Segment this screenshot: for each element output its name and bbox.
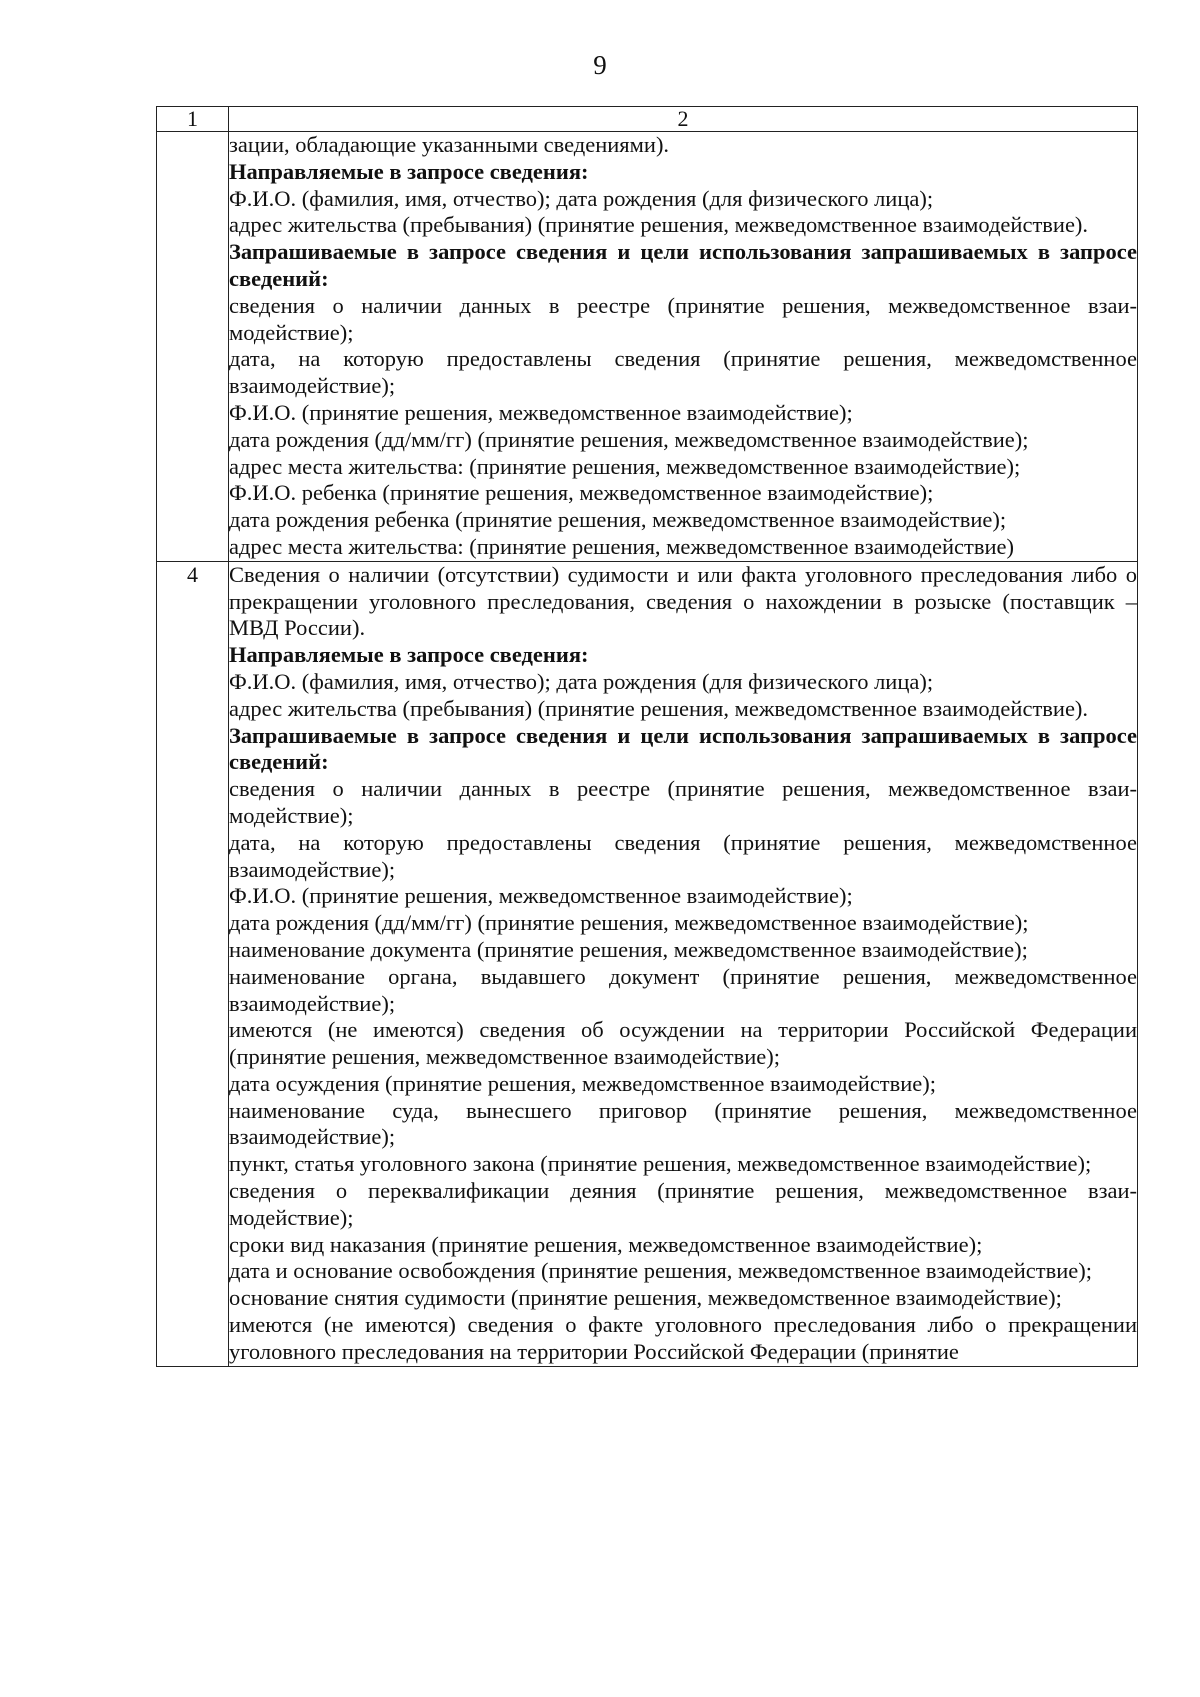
paragraph: дата рождения ребенка (принятие решения, межведомственное взаимодействие);	[229, 507, 1007, 533]
document-table	[156, 106, 1138, 1367]
row-number-cell: 4	[157, 561, 229, 1366]
paragraph: Ф.И.О. (принятие решения, межведомственное взаимодействие);	[229, 399, 853, 425]
paragraph: дата рождения (дд/мм/гг) (принятие решения, межведомственное взаимодействие);	[229, 426, 1029, 452]
paragraph: дата и основание освобождения (принятие решения, межведомственное взаимодействие);	[229, 1258, 1092, 1284]
paragraph: имеются (не имеются) сведения о факте уголовного преследования либо о прекращении уголовного преследования на территории Российской Федерации (принятие	[229, 1312, 1137, 1364]
paragraph: адрес места жительства: (принятие решения, межведомственное взаимодействие)	[229, 533, 1014, 559]
table-header-row	[157, 107, 1138, 132]
paragraph: сведения о переквалификации деяния (принятие решения, межведомственное взаимодействие);	[229, 1178, 1137, 1230]
paragraph: основание снятия судимости (принятие решения, межведомственное взаимодействие);	[229, 1285, 1062, 1311]
row-content-cell	[229, 132, 1138, 562]
paragraph: Ф.И.О. (фамилия, имя, отчество); дата рождения (для физического лица);	[229, 668, 934, 694]
paragraph: Ф.И.О. (фамилия, имя, отчество); дата рождения (для физического лица);	[229, 185, 934, 211]
paragraph: дата, на которую предоставлены сведения (принятие решения, межведомственное взаимодействие);	[229, 346, 1137, 399]
paragraph: адрес жительства (пребывания) (принятие решения, межведомственное взаимодействие).	[229, 695, 1089, 721]
paragraph: Ф.И.О. ребенка (принятие решения, межведомственное взаимодействие);	[229, 480, 934, 506]
section-heading: Направляемые в запросе сведения:	[229, 642, 589, 668]
paragraph: адрес жительства (пребывания) (принятие решения, межведомственное взаимодействие).	[229, 212, 1089, 238]
paragraph: Сведения о наличии (отсутствии) судимости и или факта уголовного преследования либо о прекращении уголовного преследования, сведения о нахождении в розыске (поставщик – МВД России).	[229, 561, 1137, 641]
paragraph: пункт, статья уголовного закона (принятие решения, межведомственное взаимодействие);	[229, 1151, 1092, 1177]
paragraph: Ф.И.О. (принятие решения, межведомственное взаимодействие);	[229, 883, 853, 909]
section-heading: Запрашиваемые в запросе сведения и цели использования запрашиваемых в запросе сведений:	[229, 722, 1137, 775]
table-row	[157, 561, 1138, 1366]
row-content-cell	[229, 561, 1138, 1366]
row-number-cell	[157, 132, 229, 562]
paragraph: дата, на которую предоставлены сведения (принятие решения, межведомственное взаимодействие);	[229, 829, 1137, 882]
section-heading: Запрашиваемые в запросе сведения и цели использования запрашиваемых в запросе сведений:	[229, 239, 1137, 291]
paragraph: сведения о наличии данных в реестре (принятие решения, межведомственное взаимодействие);	[229, 292, 1137, 345]
paragraph: сроки вид наказания (принятие решения, межведомственное взаимодействие);	[229, 1231, 983, 1257]
paragraph: зации, обладающие указанными сведениями).	[229, 132, 670, 157]
table-row	[157, 132, 1138, 562]
header-cell-col1: 1	[157, 107, 229, 132]
paragraph: дата рождения (дд/мм/гг) (принятие решения, межведомственное взаимодействие);	[229, 910, 1029, 936]
header-cell-col2: 2	[229, 107, 1138, 132]
paragraph: наименование органа, выдавшего документ (принятие решения, межведомственное взаимодействие);	[229, 963, 1137, 1016]
paragraph: имеются (не имеются) сведения об осуждении на территории Российской Федерации (принятие решения, межведомственное взаимодействие);	[229, 1017, 1137, 1070]
paragraph: сведения о наличии данных в реестре (принятие решения, межведомственное взаимодействие);	[229, 776, 1137, 828]
paragraph: дата осуждения (принятие решения, межведомственное взаимодействие);	[229, 1070, 937, 1096]
paragraph: наименование суда, вынесшего приговор (принятие решения, межведомственное взаимодействие);	[229, 1097, 1137, 1150]
table-body	[157, 107, 1138, 1367]
page-number: 9	[593, 50, 607, 80]
paragraph: адрес места жительства: (принятие решения, межведомственное взаимодействие);	[229, 453, 1021, 479]
paragraph: наименование документа (принятие решения, межведомственное взаимодействие);	[229, 936, 1028, 962]
section-heading: Направляемые в запросе сведения:	[229, 158, 589, 184]
